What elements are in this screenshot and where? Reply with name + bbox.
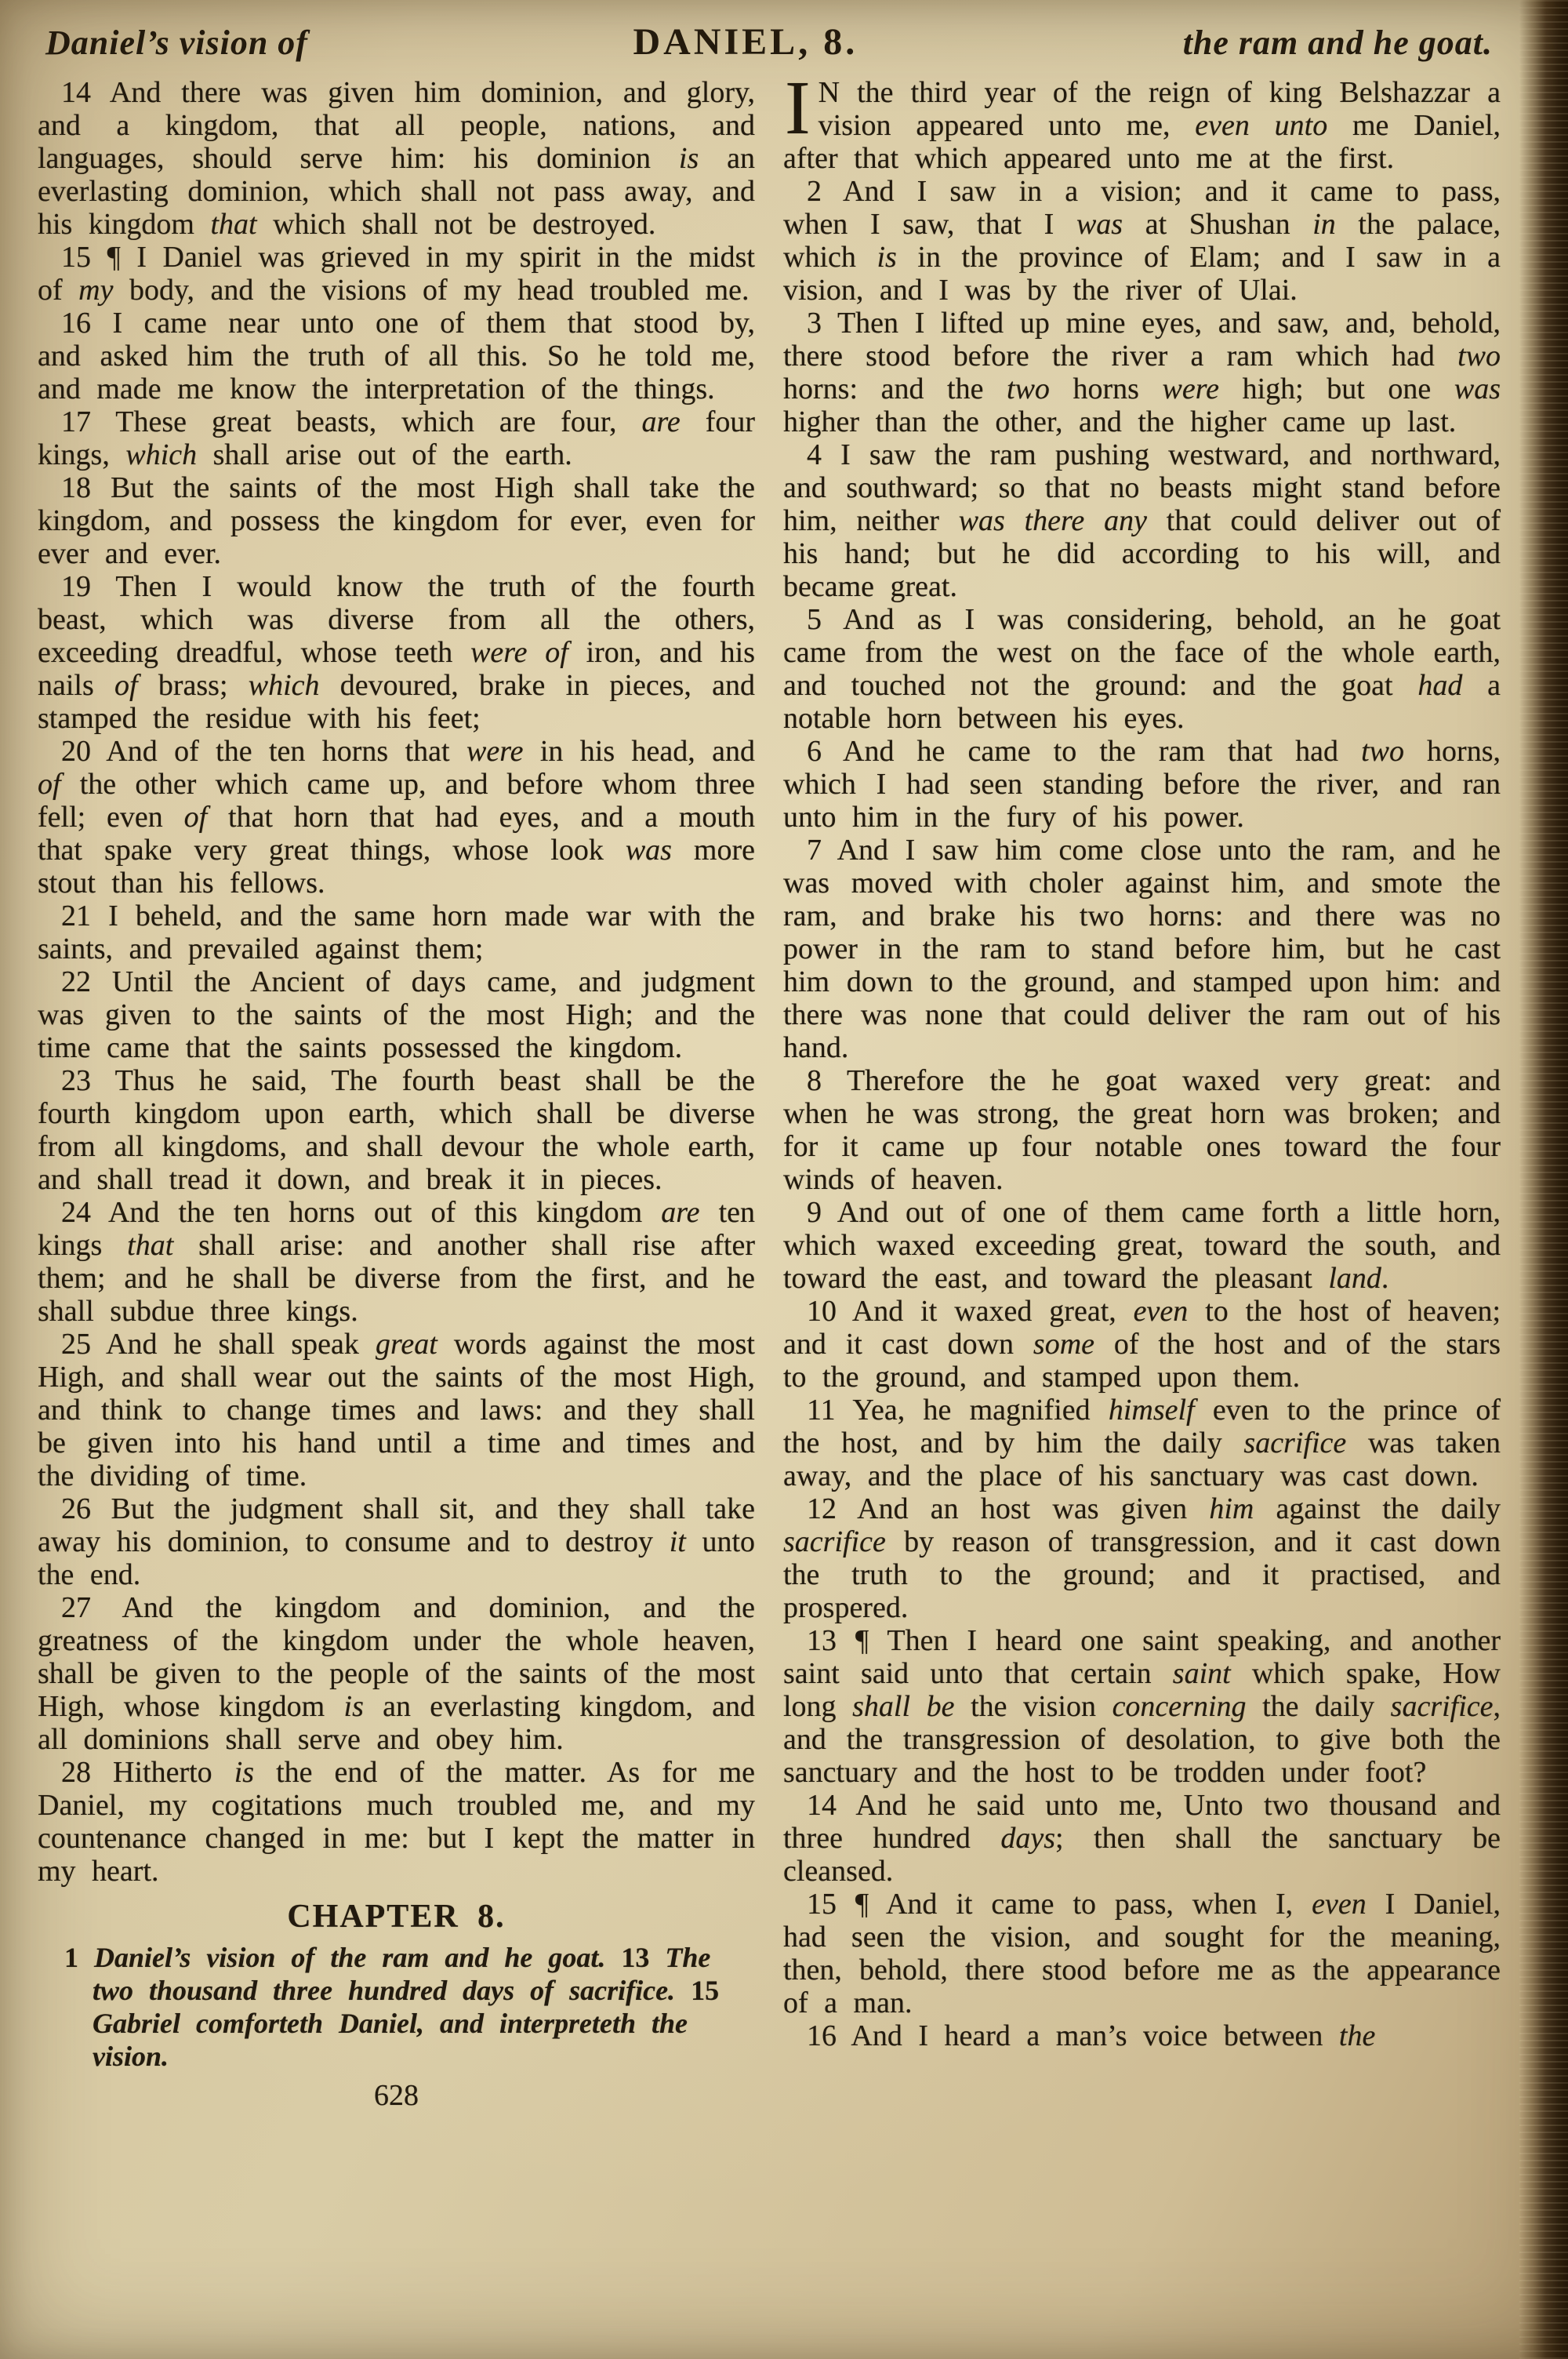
verse: 25 And he shall speak great words against the most High, and shall wear out the saints of the most High, and think to change times and laws: and they shall be given into his hand until a time and times and the dividing of time. [38, 1328, 755, 1492]
verse-number: 5 [807, 603, 822, 636]
verse: 21 I beheld, and the same horn made war with the saints, and prevailed against them; [38, 900, 756, 965]
verse: 11 Yea, he magnified himself even to the prince of the host, and by him the daily sacrifice was taken away, and the place of his sanctuary was cast down. [783, 1394, 1501, 1492]
verse: 14 And there was given him dominion, and glory, and a kingdom, that all people, nations, and languages, should serve him: his dominion is an everlasting dominion, which shall not pass away, and his kingdom that which shall not be destroyed. [38, 76, 756, 241]
verse-number: 17 [61, 405, 91, 438]
verse: 2 And I saw in a vision; and it came to pass, when I saw, that I was at Shushan in the palace, which is in the province of Elam; and I saw in a vision, and I was by the river of Ulai. [783, 175, 1501, 307]
verse-number: 19 [61, 570, 91, 603]
emphasized-word: 1 [64, 1942, 78, 1973]
emphasized-word: is [234, 1756, 255, 1789]
verse: 6 And he came to the ram that had two horns, which I had seen standing before the river, and ran unto him in the fury of his power. [783, 735, 1501, 834]
page-number: 628 [374, 2079, 419, 2112]
verse-number: 20 [61, 735, 91, 768]
verse-number: 16 [807, 2019, 837, 2052]
left-column-verses [38, 76, 755, 1888]
verse-number: 16 [61, 307, 91, 340]
verse-number: 3 [807, 307, 822, 340]
verse-number: 11 [807, 1394, 836, 1427]
running-head-right: the ram and he goat. [1182, 24, 1493, 62]
right-column [783, 66, 1501, 2112]
emphasized-word: sacrifice [1243, 1427, 1347, 1459]
emphasized-word: is [343, 1690, 364, 1723]
emphasized-word: is [877, 241, 897, 274]
emphasized-word: was [1454, 373, 1501, 405]
verse-number: 6 [807, 735, 822, 768]
verse: 4 I saw the ram pushing westward, and northward, and southward; so that no beasts might stand before him, neither was there any that could deliver out of his hand; but he did according to his will, and became great. [783, 438, 1501, 603]
verse: 10 And it waxed great, even to the host of heaven; and it cast down some of the host and of the stars to the ground, and stamped upon them. [783, 1295, 1501, 1394]
verse: 12 And an host was given him against the daily sacrifice by reason of transgression, and it cast down the truth to the ground; and it practised, and prospered. [783, 1492, 1501, 1624]
verse: 15 ¶ I Daniel was grieved in my spirit in the midst of my body, and the visions of my head troubled me. [38, 241, 755, 307]
emphasized-word: himself [1108, 1394, 1195, 1427]
emphasized-word: even [1133, 1295, 1189, 1328]
verse: 17 These great beasts, which are four, are four kings, which shall arise out of the earth. [38, 405, 755, 471]
verse: 28 Hitherto is the end of the matter. As for me Daniel, my cogitations much troubled me, and my countenance changed in me: but I kept the matter in my heart. [38, 1756, 755, 1888]
emphasized-word: were [466, 735, 524, 768]
verse-number: 13 [807, 1624, 837, 1657]
verse-number: 15 [61, 241, 91, 274]
verse-number: 27 [61, 1591, 91, 1624]
emphasized-word: is [678, 142, 699, 175]
emphasized-word: of [183, 801, 208, 834]
emphasized-word: saint [1172, 1657, 1231, 1690]
emphasized-word: concerning [1112, 1690, 1247, 1723]
verse: 3 Then I lifted up mine eyes, and saw, and, behold, there stood before the river a ram which had two horns: and the two horns were high; but one was higher than the other, and the higher came up last. [783, 307, 1501, 438]
emphasized-word: it [669, 1525, 686, 1558]
emphasized-word: two [1457, 340, 1501, 373]
verse: 22 Until the Ancient of days came, and judgment was given to the saints of the most High; and the time came that the saints possessed the kingdom. [38, 965, 756, 1064]
verse-number: 8 [807, 1064, 822, 1097]
page-content [38, 20, 1501, 2112]
emphasized-word: two [1007, 373, 1050, 405]
verse-number: 12 [807, 1492, 837, 1525]
verse-number: 25 [61, 1328, 91, 1361]
right-column-verses [783, 66, 1501, 2052]
verse: 16 I came near unto one of them that stood by, and asked him the truth of all this. So he told me, and made me know the interpretation of the things. [38, 307, 755, 405]
verse-number: 7 [807, 834, 822, 867]
emphasized-word: which [125, 438, 198, 471]
emphasized-word: days [1000, 1822, 1056, 1855]
verse: 23 Thus he said, The fourth beast shall be the fourth kingdom upon earth, which shall be diverse from all kingdoms, and shall devour the whole earth, and shall tread it down, and break it in pieces. [38, 1064, 755, 1196]
drop-cap: I [785, 66, 811, 151]
emphasized-word: was [1076, 208, 1123, 241]
emphasized-word: land [1328, 1262, 1381, 1295]
verse-number: 10 [807, 1295, 837, 1328]
verse: 14 And he said unto me, Unto two thousand and three hundred days; then shall the sanctuary be cleansed. [783, 1789, 1501, 1888]
emphasized-word: even [1312, 1888, 1367, 1921]
verse-number: 14 [61, 76, 91, 109]
verse: 13 ¶ Then I heard one saint speaking, and another saint said unto that certain saint which spake, How long shall be the vision concerning the daily sacrifice, and the transgression of desolation, to give both the sanctuary and the host to be trodden under foot? [783, 1624, 1501, 1789]
chapter-summary: 1 Daniel’s vision of the ram and he goat. 13 The two thousand three hundred days of sacrifice. 15 Gabriel comforteth Daniel, and interpreteth the vision. [64, 1942, 720, 2072]
verse: 5 And as I was considering, behold, an he goat came from the west on the face of the whole earth, and touched not the ground: and the goat had a notable horn between his eyes. [783, 603, 1501, 735]
verse-number: 28 [61, 1756, 91, 1789]
verse: 7 And I saw him come close unto the ram, and he was moved with choler against him, and smote the ram, and brake his two horns: and there was no power in the ram to stand before him, but he cast him down to the ground, and stamped upon him: and there was none that could deliver the ram out of his hand. [783, 834, 1501, 1064]
emphasized-word: him [1209, 1492, 1254, 1525]
verse-number: 23 [61, 1064, 91, 1097]
emphasized-word: shall be [852, 1690, 955, 1723]
emphasized-word: were of [470, 636, 568, 669]
verse-number: 4 [807, 438, 822, 471]
verse: 19 Then I would know the truth of the fourth beast, which was diverse from all the others, exceeding dreadful, whose teeth were of iron, and his nails of brass; which devoured, brake in pieces, and stamped the residue with his feet; [38, 570, 755, 735]
emphasized-word: my [78, 274, 114, 307]
emphasized-word: 15 [691, 1975, 720, 2006]
verse: 27 And the kingdom and dominion, and the greatness of the kingdom under the whole heaven, shall be given to the people of the saints of the most High, whose kingdom is an everlasting kingdom, and all dominions shall serve and obey him. [38, 1591, 756, 1756]
book-fore-edge [1519, 0, 1568, 2359]
emphasized-word: are [661, 1196, 700, 1229]
verse-number: 24 [61, 1196, 91, 1229]
left-column [38, 76, 755, 2112]
emphasized-word: sacrifice [783, 1525, 886, 1558]
emphasized-word: some [1033, 1328, 1095, 1361]
emphasized-word: even unto [1195, 109, 1328, 142]
verse-number: 14 [807, 1789, 837, 1822]
emphasized-word: had [1417, 669, 1463, 702]
verse-number: 9 [807, 1196, 822, 1229]
verse: 26 But the judgment shall sit, and they shall take away his dominion, to consume and to destroy it unto the end. [38, 1492, 756, 1591]
emphasized-word: are [641, 405, 681, 438]
text-columns [38, 66, 1501, 2112]
verse-number: 15 [807, 1888, 837, 1921]
verse-number: 18 [61, 471, 91, 504]
emphasized-word: which [248, 669, 320, 702]
emphasized-word: was there any [958, 504, 1147, 537]
emphasized-word: the [1338, 2019, 1376, 2052]
chapter-heading: CHAPTER 8. [287, 1899, 506, 1935]
emphasized-word: sacrifice [1390, 1690, 1494, 1723]
verse: 15 ¶ And it came to pass, when I, even I Daniel, had seen the vision, and sought for the meaning, then, behold, there stood before me as the appearance of a man. [783, 1888, 1501, 2019]
verse: 8 Therefore the he goat waxed very great: and when he was strong, the great horn was broken; and for it came up four notable ones toward the four winds of heaven. [783, 1064, 1501, 1196]
emphasized-word: great [375, 1328, 437, 1361]
verse: 9 And out of one of them came forth a little horn, which waxed exceeding great, toward the south, and toward the east, and toward the pleasant land. [783, 1196, 1501, 1295]
emphasized-word: of [38, 768, 61, 801]
emphasized-word: that [127, 1229, 174, 1262]
emphasized-word: in [1312, 208, 1336, 241]
verse-number: 2 [807, 175, 822, 208]
verse: 18 But the saints of the most High shall take the kingdom, and possess the kingdom for ever, even for ever and ever. [38, 471, 755, 570]
running-head-left: Daniel’s vision of [45, 24, 308, 62]
emphasized-word: were [1162, 373, 1220, 405]
verse: 20 And of the ten horns that were in his head, and of the other which came up, and before whom three fell; even of that horn that had eyes, and a mouth that spake very great things, whose look was more stout than his fellows. [38, 735, 755, 900]
emphasized-word: 13 [621, 1942, 650, 1973]
running-head [38, 20, 1501, 67]
emphasized-word: that [210, 208, 257, 241]
verse-number: 26 [61, 1492, 91, 1525]
verse-number: 21 [61, 900, 91, 932]
verse-number: 22 [61, 965, 91, 998]
emphasized-word: was [625, 834, 672, 867]
verse: 16 And I heard a man’s voice between the [807, 2019, 1376, 2052]
emphasized-word: two [1361, 735, 1404, 768]
emphasized-word: of [114, 669, 138, 702]
verse: I N the third year of the reign of king Belshazzar a vision appeared unto me, even unto me Daniel, after that which appeared unto me at the first. [783, 66, 1501, 175]
running-head-title: DANIEL, 8. [633, 21, 858, 63]
verse: 24 And the ten horns out of this kingdom are ten kings that shall arise: and another shall rise after them; and he shall be diverse from the first, and he shall subdue three kings. [38, 1196, 755, 1328]
